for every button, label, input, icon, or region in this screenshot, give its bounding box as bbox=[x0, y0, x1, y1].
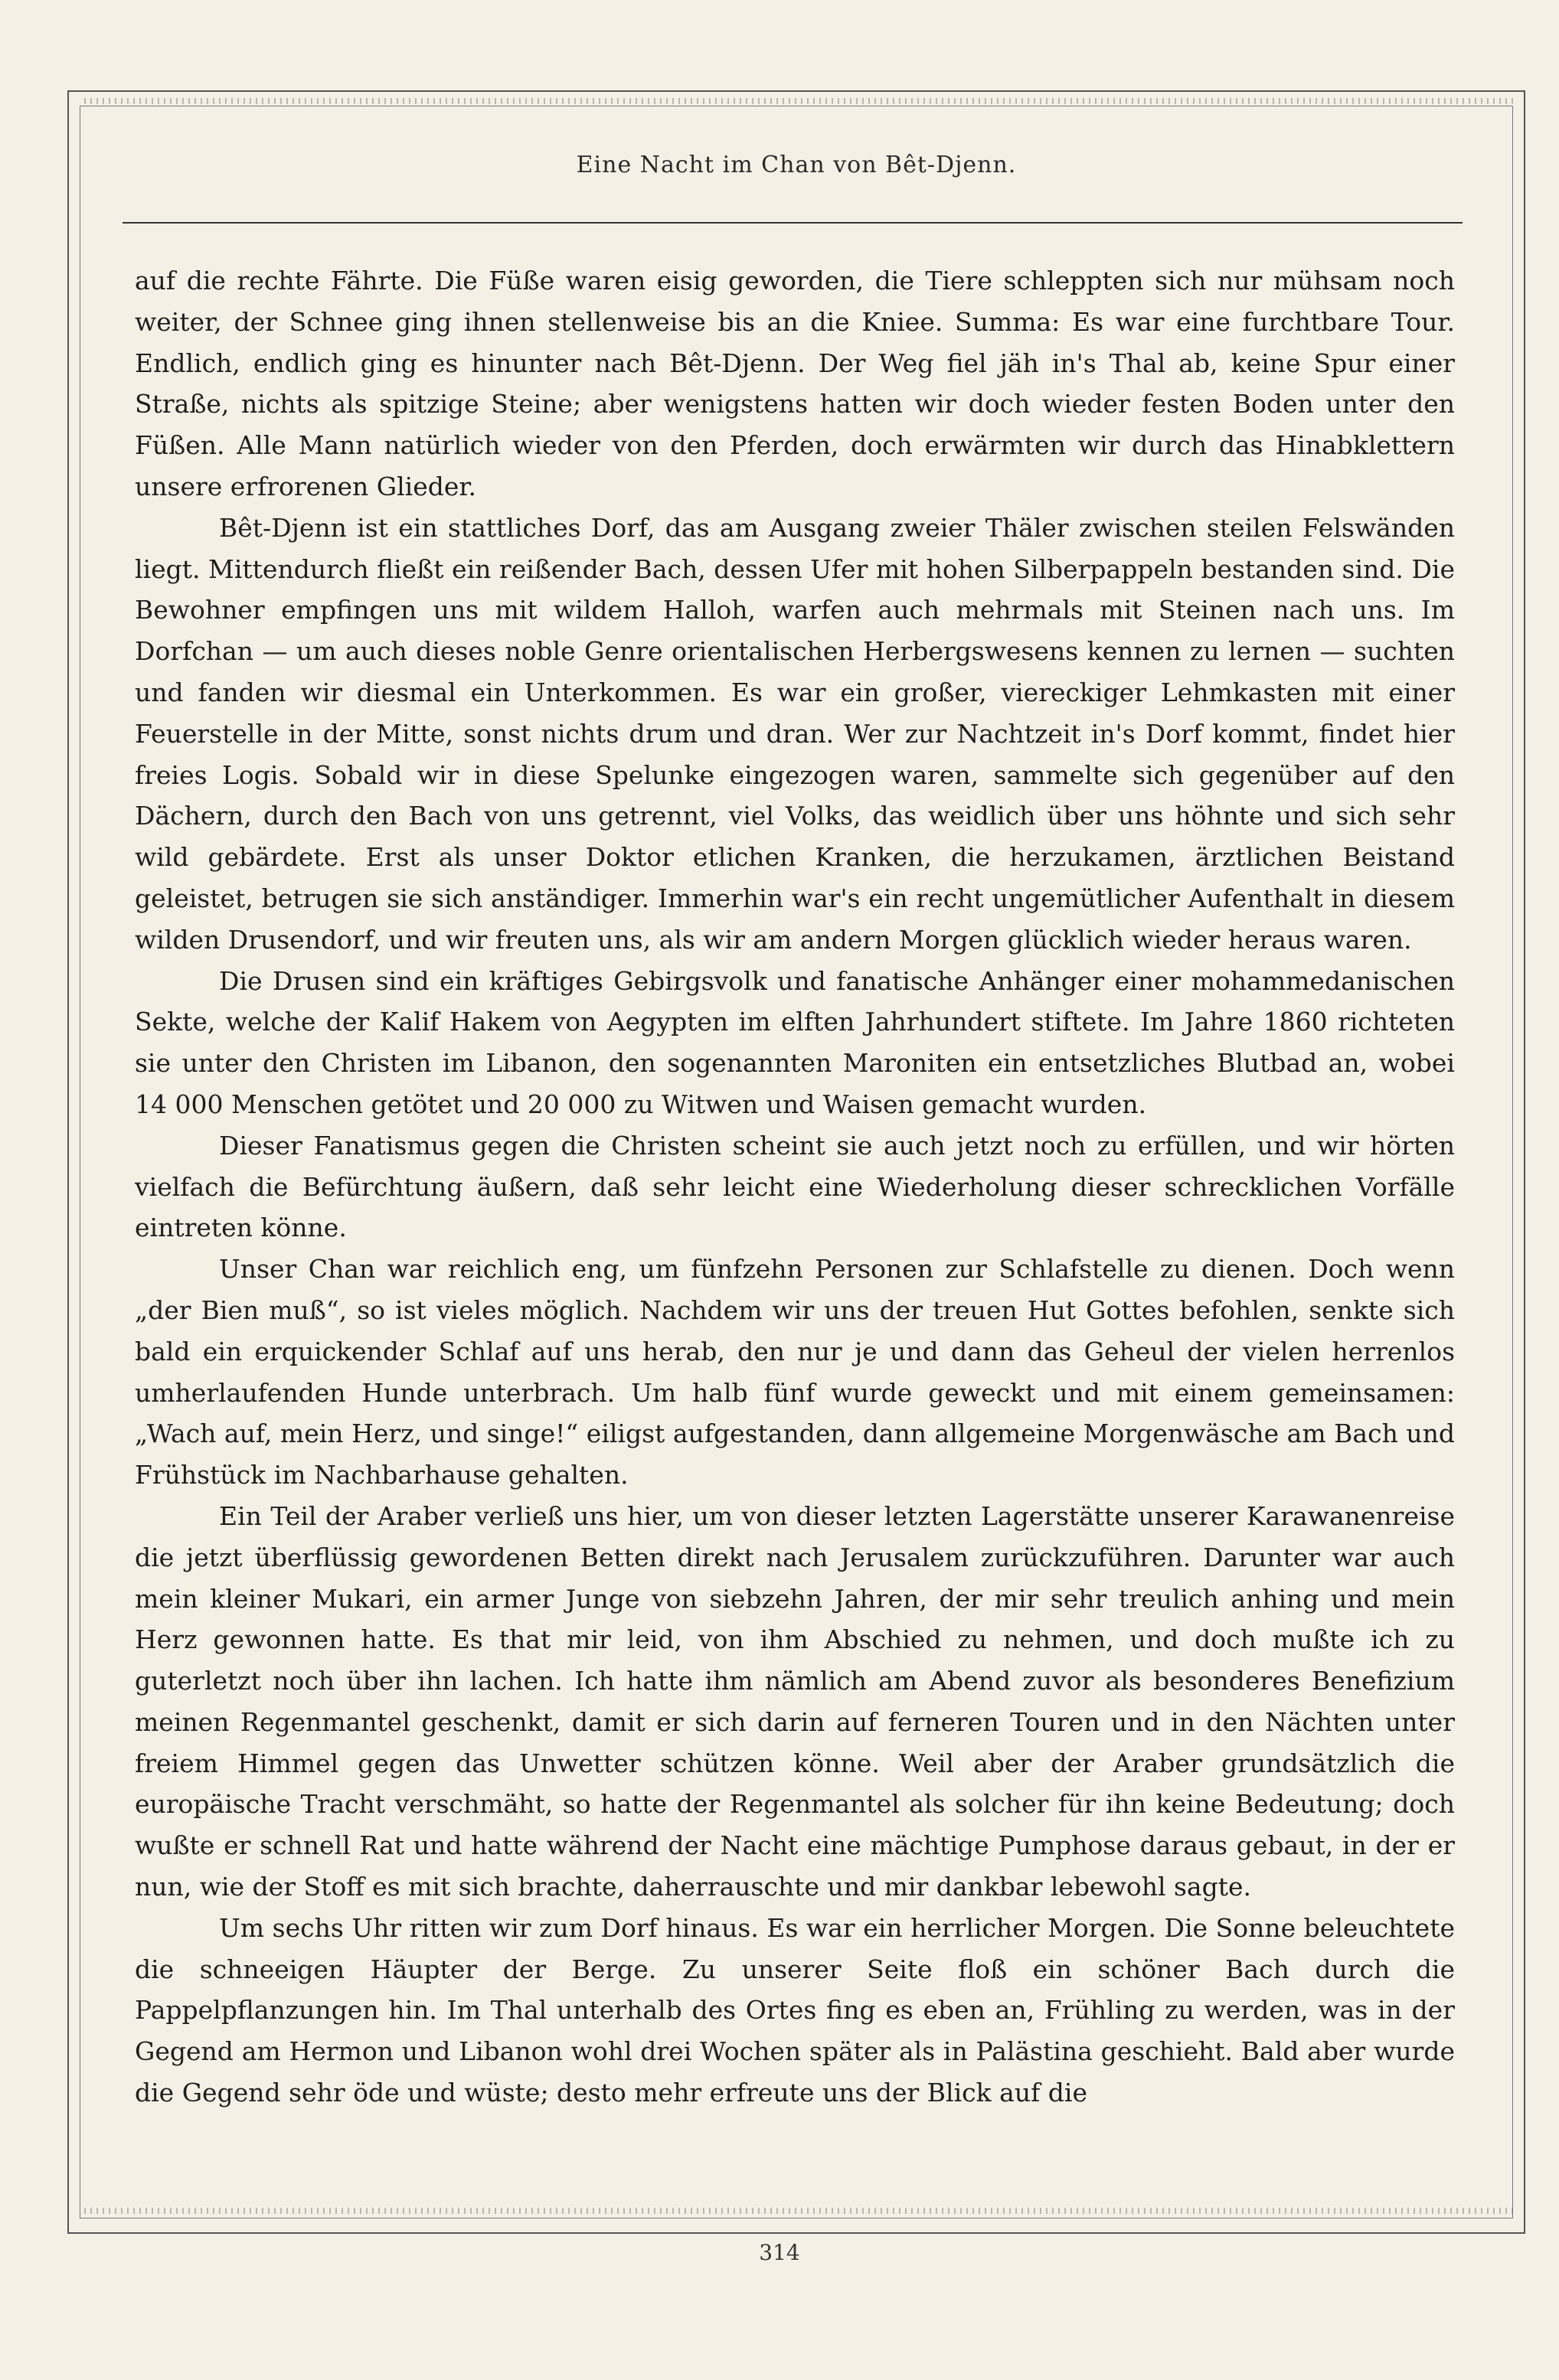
paragraph-4: Dieser Fanatismus gegen die Christen scheint sie auch jetzt noch zu erfüllen, und wir hörten vielfach die Befürchtung äußern, daß sehr leicht eine Wiederholung dieser schrecklichen Vorfälle eintreten könne. bbox=[135, 1130, 1455, 1243]
page-border-ornament-bottom bbox=[80, 2208, 1513, 2214]
paragraph-5: Unser Chan war reichlich eng, um fünfzehn Personen zur Schlafstelle zu dienen. Doch wenn „der Bien muß“, so ist vieles möglich. Nachdem wir uns der treuen Hut Gottes befohlen, senkte sich bald ein erquickender Schlaf auf uns herab, den nur je und dann das Geheul der vielen herrenlos umherlaufenden Hunde unterbrach. Um halb fünf wurde geweckt und mit einem gemeinsamen: „Wach auf, mein Herz, und singe!“ eiligst aufgestanden, dann allgemeine Morgenwäsche am Bach und Frühstück im Nachbarhause gehalten. bbox=[135, 1254, 1455, 1490]
page-border-ornament-top bbox=[80, 98, 1513, 104]
body-text bbox=[135, 260, 1455, 2114]
paragraph-3: Die Drusen sind ein kräftiges Gebirgsvolk und fanatische Anhänger einer mohammedanischen Sekte, welche der Kalif Hakem von Aegypten im elften Jahrhundert stiftete. Im Jahre 1860 richteten sie unter den Christen im Libanon, den sogenannten Maroniten ein entsetzliches Blutbad an, wobei 14 000 Menschen getötet und 20 000 zu Witwen und Waisen gemacht wurden. bbox=[135, 965, 1455, 1119]
paragraph-6: Ein Teil der Araber verließ uns hier, um von dieser letzten Lagerstätte unserer Karawanenreise die jetzt überflüssig gewordenen Betten direkt nach Jerusalem zurückzuführen. Darunter war auch mein kleiner Mukari, ein armer Junge von siebzehn Jahren, der mir sehr treulich anhing und mein Herz gewonnen hatte. Es that mir leid, von ihm Abschied zu nehmen, und doch mußte ich zu guterletzt noch über ihn lachen. Ich hatte ihm nämlich am Abend zuvor als besonderes Benefizium meinen Regenmantel geschenkt, damit er sich darin auf ferneren Touren und in den Nächten unter freiem Himmel gegen das Unwetter schützen könne. Weil aber der Araber grundsätzlich die europäische Tracht verschmäht, so hatte der Regenmantel als solcher für ihn keine Bedeutung; doch wußte er schnell Rat und hatte während der Nacht eine mächtige Pumphose daraus gebaut, in der er nun, wie der Stoff es mit sich brachte, daherrauschte und mir dankbar lebewohl sagte. bbox=[135, 1500, 1455, 1902]
page-number: 314 bbox=[759, 2240, 800, 2265]
paragraph-1: auf die rechte Fährte. Die Füße waren eisig geworden, die Tiere schleppten sich nur mühsam noch weiter, der Schnee ging ihnen stellenweise bis an die Kniee. Summa: Es war eine furchtbare Tour. Endlich, endlich ging es hinunter nach Bêt-Djenn. Der Weg fiel jäh in's Thal ab, keine Spur einer Straße, nichts als spitzige Steine; aber wenigstens hatten wir doch wieder festen Boden unter den Füßen. Alle Mann natürlich wieder von den Pferden, doch erwärmten wir durch das Hinabklettern unsere erfrorenen Glieder. bbox=[135, 266, 1455, 501]
header-rule bbox=[123, 222, 1463, 224]
paragraph-2: Bêt-Djenn ist ein stattliches Dorf, das am Ausgang zweier Thäler zwischen steilen Felswänden liegt. Mittendurch fließt ein reißender Bach, dessen Ufer mit hohen Silberpappeln bestanden sind. Die Bewohner empfingen uns mit wildem Halloh, warfen auch mehrmals mit Steinen nach uns. Im Dorfchan — um auch dieses noble Genre orientalischen Herbergswesens kennen zu lernen — suchten und fanden wir diesmal ein Unterkommen. Es war ein großer, viereckiger Lehmkasten mit einer Feuerstelle in der Mitte, sonst nichts drum und dran. Wer zur Nachtzeit in's Dorf kommt, findet hier freies Logis. Sobald wir in diese Spelunke eingezogen waren, sammelte sich gegenüber auf den Dächern, durch den Bach von uns getrennt, viel Volks, das weidlich über uns höhnte und sich sehr wild gebärdete. Erst als unser Doktor etlichen Kranken, die herzukamen, ärztlichen Beistand geleistet, betrugen sie sich anständiger. Immerhin war's ein recht ungemütlicher Aufenthalt in diesem wilden Drusendorf, und wir freuten uns, als wir am andern Morgen glücklich wieder heraus waren. bbox=[135, 512, 1455, 955]
running-title: Eine Nacht im Chan von Bêt-Djenn. bbox=[576, 152, 1017, 178]
paragraph-7: Um sechs Uhr ritten wir zum Dorf hinaus. Es war ein herrlicher Morgen. Die Sonne beleuchtete die schneeigen Häupter der Berge. Zu unserer Seite floß ein schöner Bach durch die Pappelpflanzungen hin. Im Thal unterhalb des Ortes fing es eben an, Frühling zu werden, was in der Gegend am Hermon und Libanon wohl drei Wochen später als in Palästina geschieht. Bald aber wurde die Gegend sehr öde und wüste; desto mehr erfreute uns der Blick auf die bbox=[135, 1912, 1455, 2108]
